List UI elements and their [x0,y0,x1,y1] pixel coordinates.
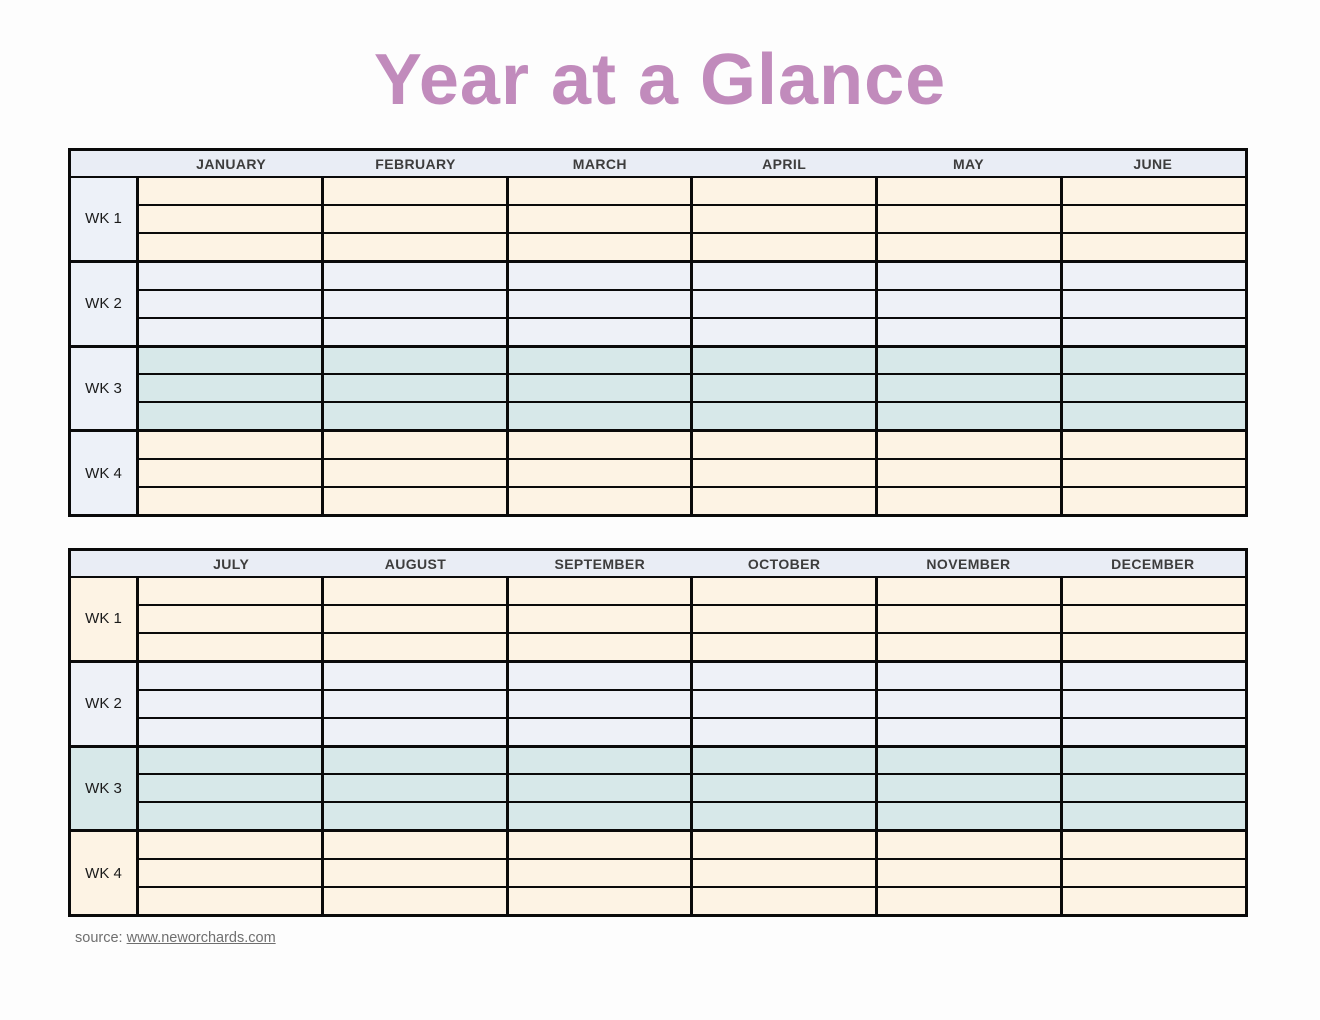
calendar-cell [690,234,875,260]
calendar-cell [321,719,506,745]
month-header: SEPTEMBER [554,555,646,572]
calendar-cell [875,403,1060,429]
week-rows [139,663,1245,745]
calendar-cell [1060,178,1245,204]
calendar-cell [875,488,1060,514]
week-row-group [71,578,1245,660]
calendar-cell [690,803,875,829]
calendar-cell [506,432,691,458]
week-row-group [71,745,1245,830]
calendar-cell [139,460,321,486]
calendar-cell [506,634,691,660]
calendar-cell [1060,375,1245,401]
week-sub-row [139,886,1245,914]
calendar-cell [321,348,506,374]
calendar-cell [875,832,1060,858]
calendar-cell [139,832,321,858]
calendar-cell [321,432,506,458]
week-sub-row [139,801,1245,829]
calendar-cell [1060,291,1245,317]
header-label-spacer [71,151,139,176]
calendar-cell [1060,206,1245,232]
calendar-cell [506,606,691,632]
calendar-cell [139,860,321,886]
calendar-cell [321,663,506,689]
calendar-cell [139,775,321,801]
calendar-cell [690,860,875,886]
week-label: WK 1 [71,578,139,660]
week-sub-row [139,263,1245,289]
calendar-cell [875,178,1060,204]
calendar-cell [1060,803,1245,829]
calendar-cell [875,348,1060,374]
calendar-cell [506,691,691,717]
calendar-cell [875,319,1060,345]
calendar-table-jan-jun [68,148,1248,517]
month-header: MAY [952,155,984,172]
calendar-cell [690,748,875,774]
calendar-cell [1060,578,1245,604]
calendar-cell [139,888,321,914]
week-sub-row [139,717,1245,745]
calendar-cell [506,803,691,829]
week-sub-row [139,232,1245,260]
calendar-cell [875,775,1060,801]
week-sub-row [139,317,1245,345]
month-header: DECEMBER [1111,555,1195,572]
week-rows [139,832,1245,914]
calendar-cell [875,888,1060,914]
calendar-cell [690,832,875,858]
calendar-cell [1060,663,1245,689]
calendar-cell [139,634,321,660]
calendar-cell [506,234,691,260]
month-header: JUNE [1133,155,1173,172]
calendar-cell [690,663,875,689]
calendar-cell [139,748,321,774]
calendar-cell [321,803,506,829]
calendar-cell [139,178,321,204]
calendar-cell [690,775,875,801]
calendar-cell [139,263,321,289]
week-sub-row [139,604,1245,632]
calendar-cell [875,234,1060,260]
calendar-cell [1060,860,1245,886]
calendar-cell [875,803,1060,829]
week-rows [139,432,1245,514]
week-sub-row [139,432,1245,458]
month-header: AUGUST [384,555,447,572]
calendar-cell [321,634,506,660]
week-row-group [71,345,1245,430]
calendar-cell [506,348,691,374]
week-sub-row [139,373,1245,401]
month-header-row [71,551,1245,578]
calendar-cell [321,234,506,260]
calendar-cell [875,578,1060,604]
calendar-cell [506,775,691,801]
calendar-cell [690,432,875,458]
calendar-cell [1060,432,1245,458]
calendar-cell [139,803,321,829]
week-sub-row [139,689,1245,717]
week-row-group [71,829,1245,914]
calendar-cell [321,832,506,858]
calendar-cell [875,460,1060,486]
calendar-cell [1060,888,1245,914]
week-rows [139,263,1245,345]
calendar-cell [690,719,875,745]
calendar-cell [690,634,875,660]
calendar-cell [1060,832,1245,858]
calendar-cell [875,206,1060,232]
month-header-row [71,151,1245,178]
month-header: FEBRUARY [375,155,456,172]
calendar-cell [506,663,691,689]
calendar-cell [139,719,321,745]
week-row-group [71,660,1245,745]
calendar-cell [321,319,506,345]
calendar-cell [1060,460,1245,486]
calendar-cell [690,488,875,514]
week-sub-row [139,289,1245,317]
calendar-cell [506,206,691,232]
source-line [75,930,276,946]
calendar-cell [875,432,1060,458]
calendar-cell [321,178,506,204]
calendar-cell [506,832,691,858]
calendar-cell [690,578,875,604]
month-header: MARCH [572,155,627,172]
week-rows [139,578,1245,660]
source-link[interactable]: www.neworchards.com [126,930,276,946]
calendar-cell [1060,691,1245,717]
week-sub-row [139,663,1245,689]
week-rows [139,348,1245,430]
calendar-cell [321,403,506,429]
calendar-cell [1060,634,1245,660]
calendar-cell [875,634,1060,660]
week-sub-row [139,178,1245,204]
month-header: NOVEMBER [926,555,1011,572]
calendar-cell [1060,719,1245,745]
page-title: Year at a Glance [373,40,947,120]
calendar-cell [690,348,875,374]
calendar-cell [1060,748,1245,774]
calendar-cell [139,606,321,632]
calendar-cell [506,488,691,514]
calendar-cell [690,460,875,486]
week-rows [139,178,1245,260]
week-sub-row [139,348,1245,374]
week-label: WK 2 [71,663,139,745]
week-label: WK 2 [71,263,139,345]
week-sub-row [139,858,1245,886]
calendar-cell [139,319,321,345]
calendar-cell [875,860,1060,886]
calendar-cell [875,748,1060,774]
calendar-cell [321,775,506,801]
week-label: WK 3 [71,348,139,430]
calendar-cell [690,206,875,232]
week-row-group [71,178,1245,260]
calendar-cell [321,691,506,717]
calendar-cell [690,691,875,717]
calendar-cell [506,263,691,289]
week-sub-row [139,486,1245,514]
calendar-cell [139,691,321,717]
header-label-spacer [71,551,139,576]
calendar-cell [1060,403,1245,429]
calendar-cell [875,291,1060,317]
calendar-cell [506,178,691,204]
week-sub-row [139,458,1245,486]
calendar-cell [139,663,321,689]
calendar-cell [690,403,875,429]
calendar-cell [506,748,691,774]
week-label: WK 4 [71,432,139,514]
week-sub-row [139,204,1245,232]
calendar-cell [321,263,506,289]
calendar-cell [506,578,691,604]
calendar-cell [321,606,506,632]
calendar-cell [321,206,506,232]
calendar-cell [506,888,691,914]
calendar-cell [139,375,321,401]
calendar-cell [690,888,875,914]
calendar-cell [1060,319,1245,345]
calendar-cell [139,348,321,374]
week-sub-row [139,578,1245,604]
calendar-cell [690,291,875,317]
calendar-cell [321,460,506,486]
week-sub-row [139,748,1245,774]
calendar-cell [139,578,321,604]
calendar-cell [139,291,321,317]
calendar-cell [875,263,1060,289]
calendar-cell [875,663,1060,689]
calendar-cell [321,888,506,914]
calendar-table-jul-dec [68,548,1248,917]
week-label: WK 1 [71,178,139,260]
calendar-cell [875,691,1060,717]
calendar-cell [690,375,875,401]
calendar-cell [875,719,1060,745]
source-label: source: [75,930,123,946]
calendar-cell [321,748,506,774]
calendar-cell [506,291,691,317]
calendar-cell [506,860,691,886]
calendar-cell [506,403,691,429]
week-label: WK 4 [71,832,139,914]
calendar-cell [690,606,875,632]
calendar-cell [506,319,691,345]
month-header: JULY [213,555,250,572]
calendar-cell [139,403,321,429]
week-rows [139,748,1245,830]
calendar-cell [139,234,321,260]
calendar-cell [1060,488,1245,514]
calendar-cell [1060,263,1245,289]
calendar-cell [875,375,1060,401]
week-row-group [71,260,1245,345]
calendar-cell [1060,606,1245,632]
calendar-cell [321,860,506,886]
calendar-cell [321,578,506,604]
month-header: OCTOBER [747,555,821,572]
calendar-cell [690,319,875,345]
calendar-cell [506,460,691,486]
month-header: APRIL [762,155,807,172]
calendar-cell [506,719,691,745]
calendar-cell [875,606,1060,632]
week-row-group [71,429,1245,514]
calendar-cell [1060,775,1245,801]
week-sub-row [139,632,1245,660]
calendar-cell [690,263,875,289]
week-sub-row [139,401,1245,429]
calendar-cell [1060,348,1245,374]
week-label: WK 3 [71,748,139,830]
calendar-cell [506,375,691,401]
week-sub-row [139,773,1245,801]
calendar-cell [321,291,506,317]
week-sub-row [139,832,1245,858]
calendar-cell [1060,234,1245,260]
calendar-cell [690,178,875,204]
month-header: JANUARY [196,155,267,172]
calendar-cell [139,432,321,458]
calendar-cell [321,488,506,514]
calendar-cell [321,375,506,401]
calendar-cell [139,206,321,232]
calendar-cell [139,488,321,514]
